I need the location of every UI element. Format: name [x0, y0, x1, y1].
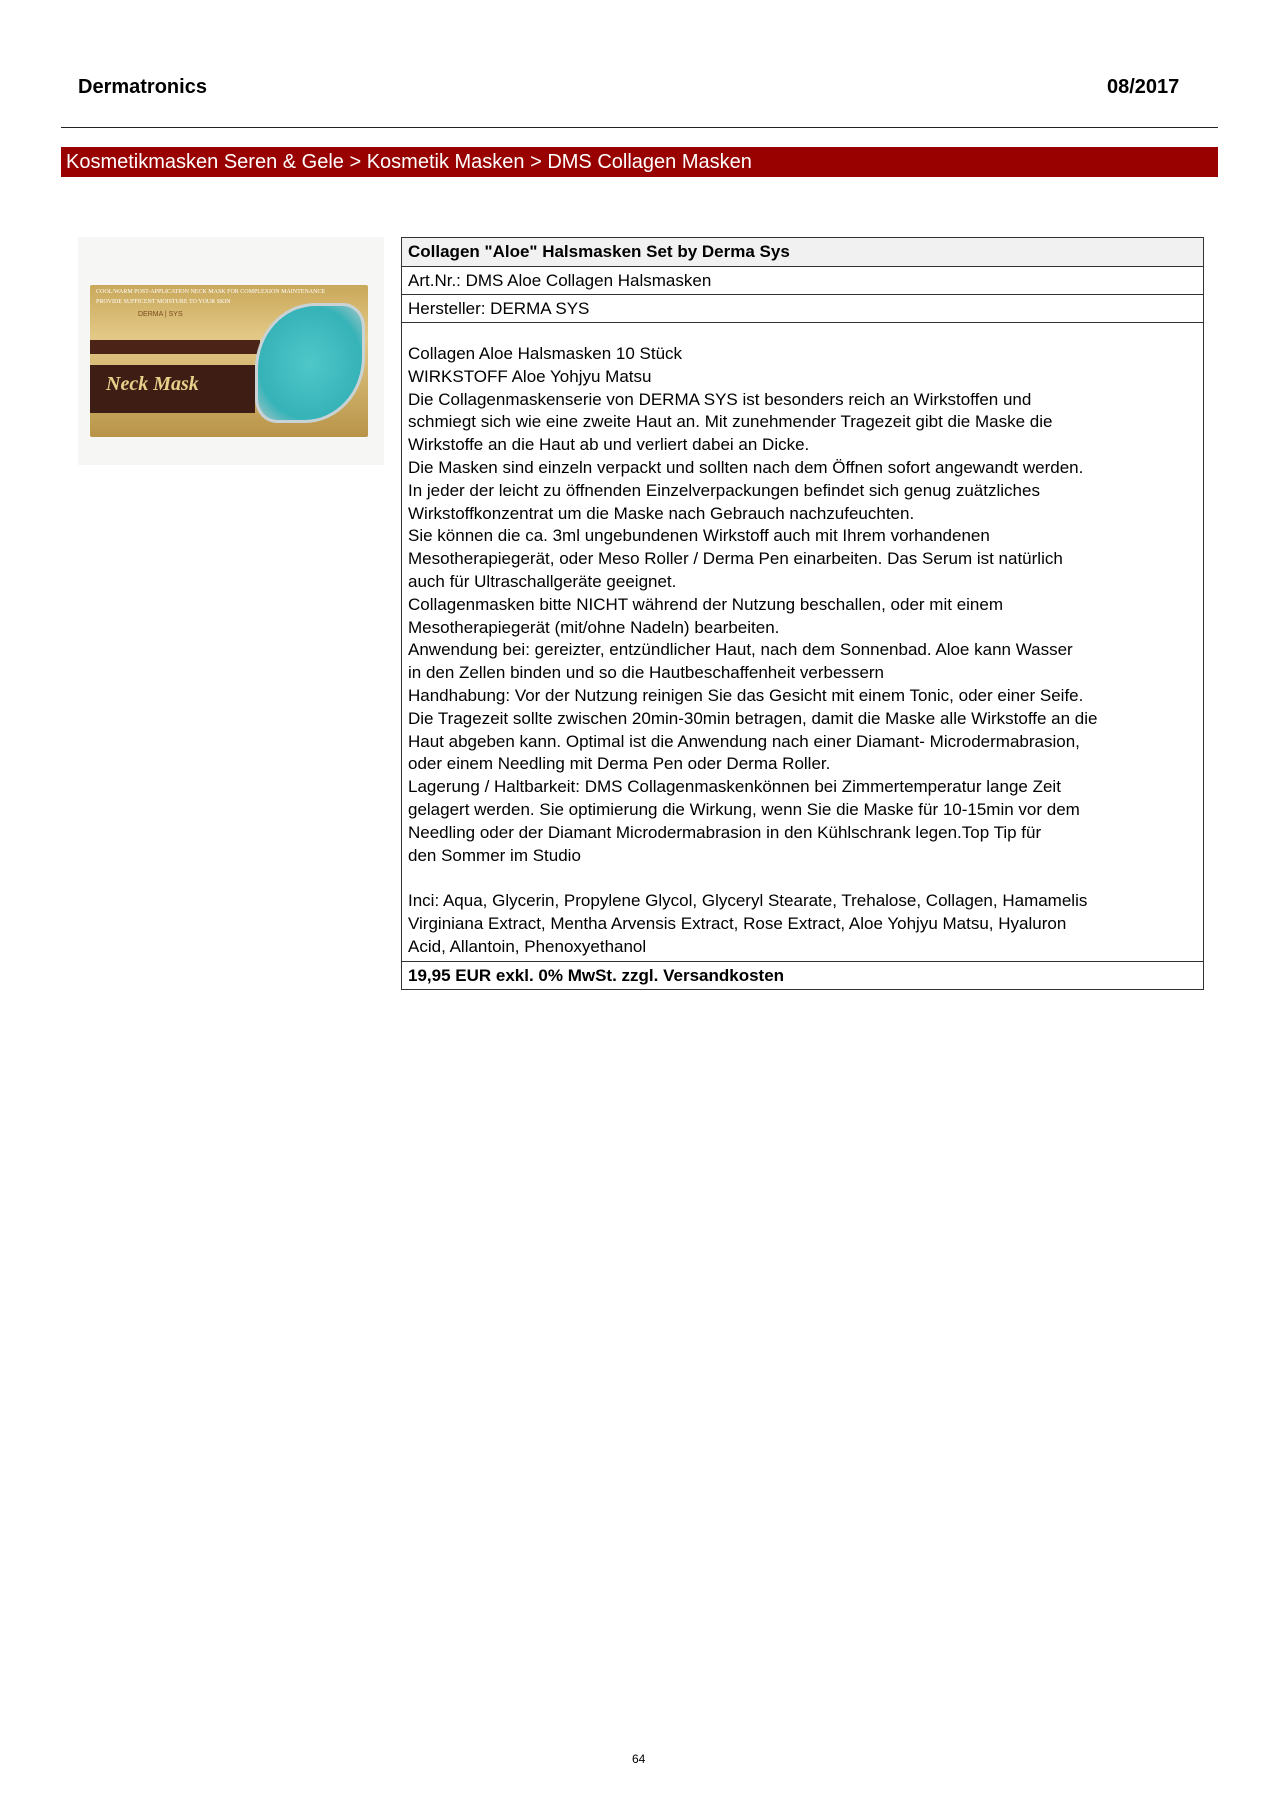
package-text-line2: PROVIDE SUFFICENT MOISTURE TO YOUR SKIN — [96, 299, 231, 305]
description-line: gelagert werden. Sie optimierung die Wirkung, wenn Sie die Maske für 10-15min vor dem — [408, 799, 1080, 819]
description-line: Wirkstoffkonzentrat um die Maske nach Gebrauch nachzufeuchten. — [408, 503, 915, 523]
description-line: schmiegt sich wie eine zweite Haut an. Mit zunehmender Tragezeit gibt die Maske die — [408, 412, 1053, 432]
document-date: 08/2017 — [1107, 76, 1180, 98]
breadcrumb: Kosmetikmasken Seren & Gele > Kosmetik Masken > DMS Collagen Masken — [61, 147, 1218, 177]
description-line: Collagenmasken bitte NICHT während der Nutzung beschallen, oder mit einem — [408, 594, 1003, 614]
package-stripe — [90, 340, 260, 354]
description-line: Die Tragezeit sollte zwischen 20min-30min betragen, damit die Maske alle Wirkstoffe an die — [408, 708, 1098, 728]
description-line: Mesotherapiegerät, oder Meso Roller / Derma Pen einarbeiten. Das Serum ist natürlich — [408, 549, 1063, 569]
gel-mask-shape — [255, 303, 365, 423]
description-line: in den Zellen binden und so die Hautbeschaffenheit verbessern — [408, 663, 885, 683]
product-info-table — [401, 237, 1204, 990]
description-line: Collagen Aloe Halsmasken 10 Stück — [408, 344, 683, 363]
manufacturer: Hersteller: DERMA SYS — [402, 295, 1203, 323]
product-description — [402, 323, 1203, 962]
description-line: Die Collagenmaskenserie von DERMA SYS ist besonders reich an Wirkstoffen und — [408, 389, 1032, 409]
description-line: Wirkstoffe an die Haut ab und verliert dabei an Dicke. — [408, 435, 810, 455]
product-price: 19,95 EUR exkl. 0% MwSt. zzgl. Versandkosten — [408, 965, 785, 985]
description-line: Lagerung / Haltbarkeit: DMS Collagenmaskenkönnen bei Zimmertemperatur lange Zeit — [408, 777, 1061, 797]
company-name: Dermatronics — [78, 76, 207, 98]
header-divider — [61, 127, 1218, 128]
description-line: Needling oder der Diamant Microdermabrasion in den Kühlschrank legen.Top Tip für — [408, 822, 1042, 842]
product-image — [78, 237, 384, 465]
description-line: Handhabung: Vor der Nutzung reinigen Sie das Gesicht mit einem Tonic, oder einer Seife. — [408, 685, 1084, 705]
description-line: oder einem Needling mit Derma Pen oder Derma Roller. — [408, 754, 831, 774]
description-line: Anwendung bei: gereizter, entzündlicher Haut, nach dem Sonnenbad. Aloe kann Wasser — [408, 640, 1073, 660]
package-product-name: Neck Mask — [106, 373, 199, 395]
paragraph-gap — [408, 867, 1197, 890]
description-line: Sie können die ca. 3ml ungebundenen Wirkstoff auch mit Ihrem vorhandenen — [408, 526, 990, 546]
description-line: Haut abgeben kann. Optimal ist die Anwendung nach einer Diamant- Microdermabrasion, — [408, 731, 1080, 751]
description-line: Die Masken sind einzeln verpackt und sollten nach dem Öffnen sofort angewandt werden. — [408, 457, 1084, 477]
inci-line: Virginiana Extract, Mentha Arvensis Extract, Rose Extract, Aloe Yohjyu Matsu, Hyaluron — [408, 913, 1067, 933]
product-title: Collagen "Aloe" Halsmasken Set by Derma Sys — [402, 238, 1203, 267]
description-line: den Sommer im Studio — [408, 845, 581, 865]
mask-package — [90, 285, 368, 437]
description-line: In jeder der leicht zu öffnenden Einzelverpackungen befindet sich genug zuätzliches — [408, 480, 1040, 500]
package-text-line1: COOL/WARM POST-APPLICATION NECK MASK FOR COMPLEXION MAINTENANCE — [96, 289, 326, 295]
description-line: WIRKSTOFF Aloe Yohjyu Matsu — [408, 366, 652, 386]
page-number: 64 — [632, 1752, 646, 1766]
inci-line: Inci: Aqua, Glycerin, Propylene Glycol, Glyceryl Stearate, Trehalose, Collagen, Hamamelis — [408, 891, 1088, 911]
article-number: Art.Nr.: DMS Aloe Collagen Halsmasken — [402, 267, 1203, 295]
description-line: Mesotherapiegerät (mit/ohne Nadeln) bearbeiten. — [408, 617, 780, 637]
description-line: auch für Ultraschallgeräte geeignet. — [408, 571, 677, 591]
package-brand-logo: DERMA | SYS — [138, 311, 183, 318]
inci-line: Acid, Allantoin, Phenoxyethanol — [408, 936, 647, 956]
